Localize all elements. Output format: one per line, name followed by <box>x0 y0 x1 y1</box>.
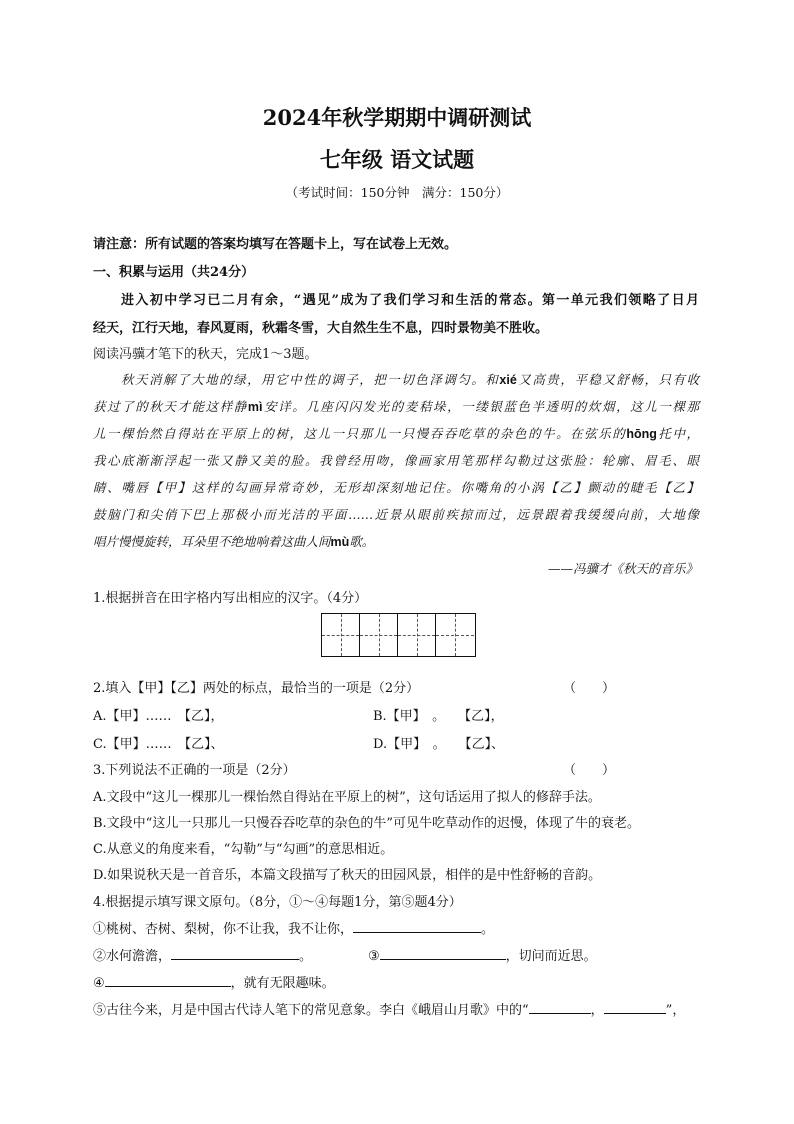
passage-line-3: 儿一棵怡然自得站在平原上的树，这儿一只那儿一只慢吞吞吃草的杂色的牛。在弦乐的hōng托中， <box>93 426 699 441</box>
reading-prompt: 阅读冯骥才笔下的秋天，完成1～3题。 <box>93 347 318 362</box>
passage-line-1: 秋天消解了大地的绿，用它中性的调子，把一切色泽调匀。和xié又高贵，平稳又舒畅，只有收 <box>121 372 699 387</box>
passage-line-6: 鼓脑门和尖俏下巴上那极小而光洁的平面……近景从眼前疾掠而过，远景跟着我缓缓向前，大地像 <box>93 507 699 522</box>
pinyin-xie: xié <box>499 373 517 387</box>
answer-blank[interactable] <box>380 959 506 960</box>
intro-line-1: 进入初中学习已二月有余，“遇见”成为了我们学习和生活的常态。第一单元我们领略了日月 <box>121 293 699 308</box>
passage-line-7: 唱片慢慢旋转，耳朵里不绝地响着这曲人间mù歌。 <box>93 534 375 549</box>
answer-paren-2[interactable]: （ ） <box>563 681 616 696</box>
answer-blank[interactable] <box>353 932 481 933</box>
question-4-3: ③ ，切问而近思。 <box>368 949 597 964</box>
passage-source: ——冯骥才《秋天的音乐》 <box>547 561 698 576</box>
question-4-2: ②水何澹澹， 。 <box>93 949 313 964</box>
option-3d: D.如果说秋天是一首音乐，本篇文段描写了秋天的田园风景，相伴的是中性舒畅的音韵。 <box>93 868 602 883</box>
exam-title: 2024年秋学期期中调研测试 <box>262 105 532 130</box>
answer-blank[interactable] <box>171 959 299 960</box>
tianzige-grid[interactable] <box>321 613 476 657</box>
option-2b: B.【甲】 。 【乙】， <box>373 709 504 724</box>
pinyin-mu: mù <box>330 535 350 549</box>
answer-blank[interactable] <box>529 1013 591 1014</box>
option-3c: C.从意义的角度来看，“勾勒”与“勾画”的意思相近。 <box>93 842 394 857</box>
option-2c: C.【甲】…… 【乙】、 <box>93 737 224 752</box>
question-4-5: ⑤古往今来，月是中国古代诗人笔下的常见意象。李白《峨眉山月歌》中的“ ， ”， <box>93 1003 686 1018</box>
passage-line-2: 获过了的秋天才能这样静mì安详。几座闪闪发光的麦秸垛，一缕银蓝色半透明的炊烟，这儿一棵那 <box>93 399 699 414</box>
question-4: 4.根据提示填写课文原句。（8分，①～④每题1分，第⑤题4分） <box>93 895 462 910</box>
grid-cell[interactable] <box>322 614 360 656</box>
section-heading: 一、积累与运用（共24分） <box>93 265 255 280</box>
question-2: 2.填入【甲】【乙】两处的标点，最恰当的一项是（2分） <box>93 681 420 696</box>
passage-line-4: 我心底渐渐浮起一张又静又美的脸。我曾经用吻，像画家用笔那样勾勒过这张脸：轮廓、眉毛、眼 <box>93 453 699 468</box>
grid-cell[interactable] <box>360 614 398 656</box>
option-3b: B.文段中“这儿一只那儿一只慢吞吞吃草的杂色的牛”可见牛吃草动作的迟慢，体现了牛的衰老。 <box>93 816 640 831</box>
answer-blank[interactable] <box>105 986 231 987</box>
intro-line-2: 经天，江行天地，春风夏雨，秋霜冬雪，大自然生生不息，四时景物美不胜收。 <box>93 321 549 336</box>
exam-info: （考试时间：150分钟 满分：150分） <box>285 185 509 200</box>
answer-paren-3[interactable]: （ ） <box>563 763 616 778</box>
pinyin-mi: mì <box>247 400 263 414</box>
grid-cell[interactable] <box>436 614 474 656</box>
answer-blank[interactable] <box>604 1013 666 1014</box>
option-2a: A.【甲】…… 【乙】， <box>93 709 224 724</box>
pinyin-hong: hōng <box>626 427 657 441</box>
option-2d: D.【甲】 。 【乙】、 <box>373 737 505 752</box>
question-1: 1.根据拼音在田字格内写出相应的汉字。（4分） <box>93 591 368 606</box>
grid-cell[interactable] <box>398 614 436 656</box>
exam-subtitle: 七年级 语文试题 <box>319 147 475 172</box>
question-4-1: ①桃树、杏树、梨树，你不让我，我不让你， 。 <box>93 922 495 937</box>
question-3: 3.下列说法不正确的一项是（2分） <box>93 763 296 778</box>
option-3a: A.文段中“这儿一棵那儿一棵怡然自得站在平原上的树”，这句话运用了拟人的修辞手法。 <box>93 790 601 805</box>
question-4-4: ④ ，就有无限趣味。 <box>93 976 335 991</box>
notice: 请注意：所有试题的答案均填写在答题卡上，写在试卷上无效。 <box>93 237 458 252</box>
passage-line-5: 睛、嘴唇【甲】这样的勾画异常奇妙，无形却深刻地记住。你嘴角的小涡【乙】颤动的睫毛【乙】 <box>93 480 699 495</box>
